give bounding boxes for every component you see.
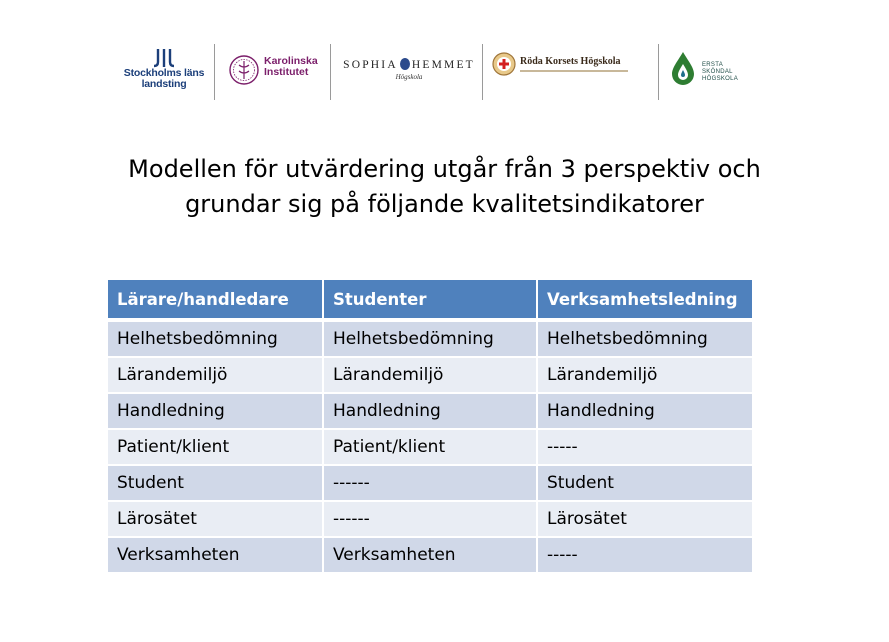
- table-row: [108, 502, 752, 538]
- logo-roda-korsets-hogskola: [492, 42, 652, 104]
- table-row: [108, 394, 752, 430]
- table-cell: Patient/klient: [108, 430, 324, 466]
- ki-seal-icon: [228, 54, 260, 86]
- sophiahemmet-sub: Högskola: [395, 73, 423, 81]
- red-cross-seal-icon: [492, 52, 516, 76]
- logo-ersta-skondal-hogskola: [668, 42, 758, 104]
- logo-strip: [108, 42, 768, 104]
- ersta-drop-icon: [668, 50, 698, 86]
- logo-stockholms-lans-landsting: [114, 42, 214, 104]
- table-cell: Patient/klient: [324, 430, 538, 466]
- ki-name-line1: Karolinska: [264, 55, 318, 67]
- table-cell: Handledning: [538, 394, 752, 430]
- table-cell: Helhetsbedömning: [108, 322, 324, 358]
- table-header-row: [108, 280, 752, 322]
- logo-divider: [482, 44, 483, 100]
- table-cell: Student: [108, 466, 324, 502]
- column-header-verksamhetsledning: Verksamhetsledning: [538, 280, 752, 322]
- table-cell: -----: [538, 430, 752, 466]
- sll-emblem-icon: [151, 48, 177, 68]
- table-cell: Handledning: [324, 394, 538, 430]
- sll-name-line1: Stockholms läns: [123, 67, 205, 79]
- logo-divider: [658, 44, 659, 100]
- table-cell: Verksamheten: [324, 538, 538, 574]
- table-cell: -----: [538, 538, 752, 574]
- slide-title: [60, 152, 829, 222]
- ersta-line1: ERSTA: [702, 62, 724, 68]
- table-cell: Helhetsbedömning: [324, 322, 538, 358]
- ki-name-line2: Institutet: [264, 66, 309, 78]
- quality-indicator-table: [108, 280, 752, 574]
- column-header-larare-handledare: Lärare/handledare: [108, 280, 324, 322]
- ersta-line2: SKÖNDAL: [702, 69, 733, 75]
- roda-korset-name: Röda Korsets Högskola: [520, 56, 621, 67]
- sophiahemmet-right: HEMMET: [411, 59, 475, 71]
- table-row: [108, 358, 752, 394]
- table-row: [108, 322, 752, 358]
- table-cell: Lärosätet: [538, 502, 752, 538]
- logo-divider: [330, 44, 331, 100]
- table-cell: Lärosätet: [108, 502, 324, 538]
- column-header-studenter: Studenter: [324, 280, 538, 322]
- roda-korset-underline: [520, 70, 628, 72]
- slide-title-line1: Modellen för utvärdering utgår från 3 perspektiv och: [128, 155, 761, 183]
- logo-sophiahemmet: [340, 42, 478, 104]
- logo-karolinska-institutet: [228, 42, 324, 104]
- table-cell: Handledning: [108, 394, 324, 430]
- table-row: [108, 466, 752, 502]
- table-cell: Student: [538, 466, 752, 502]
- logo-divider: [214, 44, 215, 100]
- table-cell: Helhetsbedömning: [538, 322, 752, 358]
- ersta-line3: HÖGSKOLA: [702, 76, 739, 82]
- sophiahemmet-emblem-icon: [400, 58, 410, 70]
- sophiahemmet-left: SOPHIA: [343, 59, 398, 71]
- table-cell: Lärandemiljö: [324, 358, 538, 394]
- table-cell: Lärandemiljö: [538, 358, 752, 394]
- table-row: [108, 430, 752, 466]
- table-cell: ------: [324, 466, 538, 502]
- sll-name-line2: landsting: [141, 78, 187, 90]
- table-cell: ------: [324, 502, 538, 538]
- table-row: [108, 538, 752, 574]
- slide-title-line2: grundar sig på följande kvalitetsindikatorer: [185, 190, 704, 218]
- table-cell: Verksamheten: [108, 538, 324, 574]
- table-cell: Lärandemiljö: [108, 358, 324, 394]
